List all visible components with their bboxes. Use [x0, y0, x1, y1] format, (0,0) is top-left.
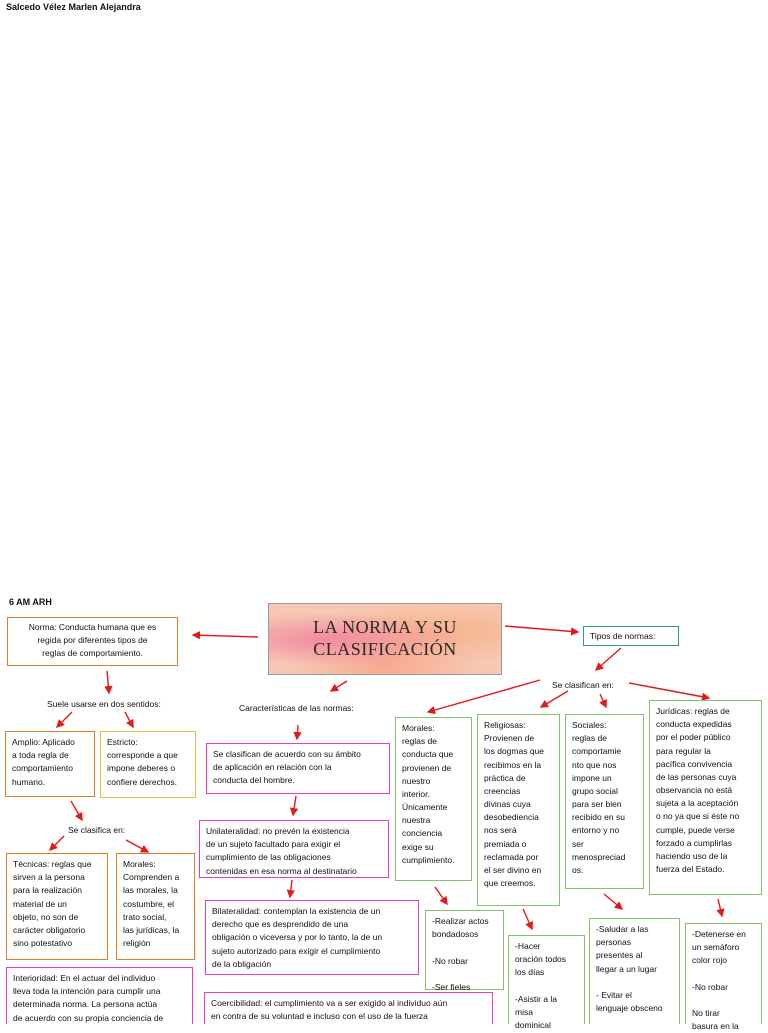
tecnicas-box: Técnicas: reglas que sirven a la persona para la realización material de un objeto, no son de carácter obligatorio sino potestativo [6, 853, 108, 960]
suele-label: Suele usarse en dos sentidos: [47, 699, 161, 709]
arrow-suele-amplio [57, 712, 72, 727]
religiosas-box: Religiosas: Provienen de los dogmas que recibimos en la práctica de creencias divinas cuya desobediencia nos será premiada o reclamada por el ser divino en que creemos. [477, 714, 560, 906]
interioridad-box: Interioridad: En el actuar del individuo lleva toda la intención para cumplir una determinada norma. La persona actúa de acuerdo con su propia conciencia de [6, 967, 193, 1024]
arrow-religiosas-ejemplos [523, 909, 532, 929]
juridicas-examples-box: -Detenerse en un semáforo color rojo -No robar No tirar basura en la [685, 923, 762, 1024]
coercibilidad-box: Coercibilidad: el cumplimiento va a ser exigido al individuo aún en contra de su voluntad e incluso con el uso de la fuerza [204, 992, 493, 1024]
arrow-title-tipos [505, 626, 578, 632]
author-name: Salcedo Vélez Marlen Alejandra [6, 2, 141, 12]
morales-right-box: Morales: reglas de conducta que provienen de nuestro interior. Únicamente nuestra conciencia exige su cumplimiento. [395, 717, 472, 881]
arrow-ambito-unilateral [293, 796, 296, 815]
arrow-clasifican-juridicas [629, 683, 709, 698]
arrow-unilateral-bilateral [290, 880, 292, 897]
title-line-2: CLASIFICACIÓN [313, 639, 457, 659]
group-label: 6 AM ARH [9, 597, 52, 607]
norma-definition-box: Norma: Conducta humana que es regida por diferentes tipos de reglas de comportamiento. [7, 617, 178, 666]
morales-left-box: Morales: Comprenden a las morales, la costumbre, el trato social, las jurídicas, la religión [116, 853, 195, 960]
arrow-juridicas-ejemplos [718, 899, 722, 916]
title-line-1: LA NORMA Y SU [313, 617, 457, 638]
arrow-amplio-clasifica [71, 801, 82, 820]
arrow-morales-ejemplos [435, 887, 447, 904]
arrow-tipos-clasifican [596, 648, 621, 670]
arrow-sociales-ejemplos [604, 894, 622, 909]
caracteristicas-label: Características de las normas: [239, 703, 354, 713]
bilateralidad-box: Bilateralidad: contemplan la existencia de un derecho que es desprendido de una obligación o viceversa y por lo tanto, la de un sujeto autorizado para exigir el cumplimiento de la obligación [205, 900, 419, 975]
arrow-clasifican-morales [428, 680, 540, 712]
amplio-box: Amplio: Aplicado a toda regla de comportamiento humano. [5, 731, 95, 797]
estricto-box: Estricto: corresponde a que impone deberes o confiere derechos. [100, 731, 196, 798]
arrow-caract-ambito [297, 725, 298, 739]
sociales-box: Sociales: reglas de comportamie nto que nos impone un grupo social para ser bien recibido en su entorno y no ser menospreciad os. [565, 714, 644, 889]
juridicas-box: Jurídicas: reglas de conducta expedidas por el poder público para regular la pacífica convivencia de las personas cuya observancia no está sujeta a la aceptación o no ya que si éste no cumple, puede verse forzado a cumplirlas haciendo uso de la fuerza del Estado. [649, 700, 762, 895]
arrow-suele-estricto [125, 712, 133, 727]
religiosas-examples-box: -Hacer oración todos los días -Asistir a la misa dominical [508, 935, 585, 1024]
se-clasifica-label: Se clasifica en: [68, 825, 126, 835]
arrow-norma-suele [107, 671, 109, 693]
arrow-clasifican-sociales [600, 694, 606, 707]
arrow-clasifica-morales [126, 840, 148, 852]
ambito-box: Se clasifican de acuerdo con su ámbito de aplicación en relación con la conducta del hombre. [206, 743, 390, 794]
sociales-examples-box: -Saludar a las personas presentes al llegar a un lugar - Evitar el lenguaje obsceno [589, 918, 680, 1024]
tipos-normas-box: Tipos de normas: [583, 626, 679, 646]
unilateralidad-box: Unilateralidad: no prevén la existencia de un sujeto facultado para exigir el cumplimiento de las obligaciones contenidas en esa norma al destinatario [199, 820, 389, 878]
se-clasifican-label: Se clasifican en: [552, 680, 614, 690]
arrow-clasifican-religiosas [541, 691, 568, 707]
arrow-title-caracteristicas [331, 681, 347, 691]
morales-examples-box: -Realizar actos bondadosos -No robar -Ser fieles [425, 910, 504, 990]
arrow-title-norma [193, 635, 258, 637]
arrow-clasifica-tecnicas [50, 836, 64, 850]
